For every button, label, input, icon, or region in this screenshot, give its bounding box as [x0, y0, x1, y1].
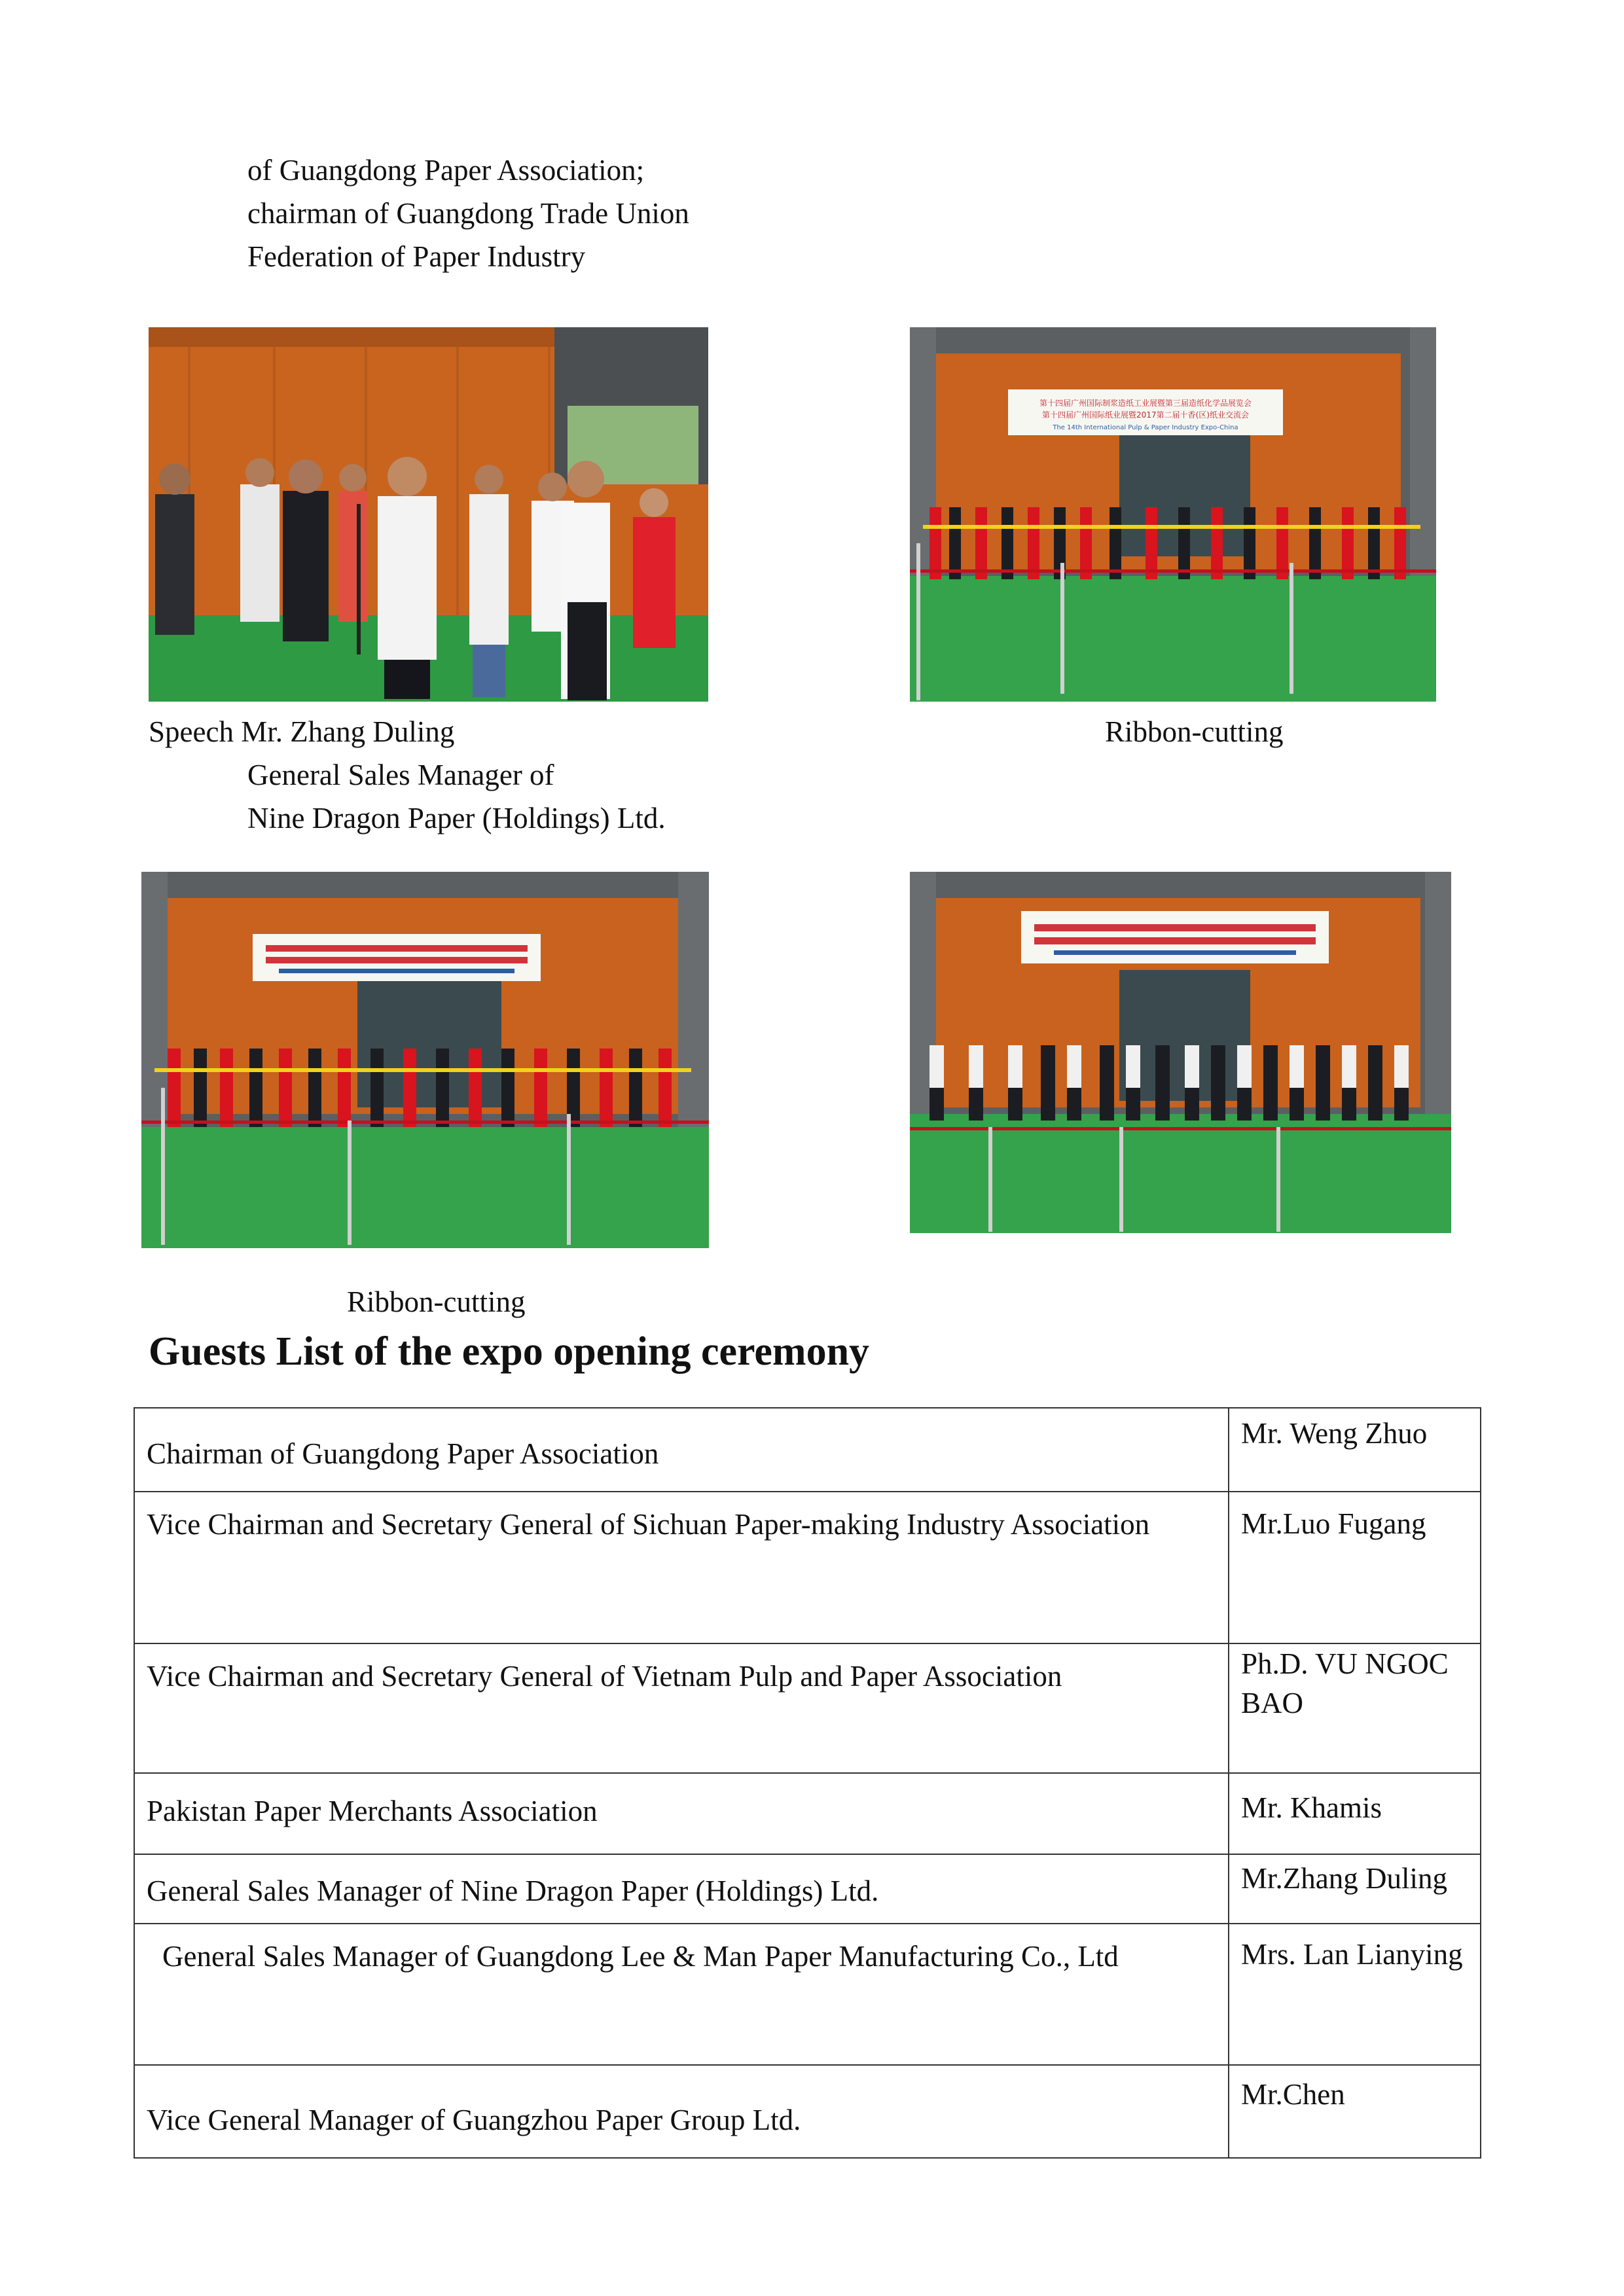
ribbon-cutting-photo-2 [141, 872, 709, 1248]
guest-name: Mr.Chen [1229, 2065, 1481, 2158]
banner-chinese-2: 第十四届广州国际纸业展暨2017第二届十香(区)纸业交流会 [1042, 410, 1249, 420]
guests-list-title: Guests List of the expo opening ceremony [149, 1329, 870, 1374]
ribbon-caption-bottom: Ribbon-cutting [347, 1285, 526, 1318]
ribbon-cutting-photo-1 [910, 327, 1436, 702]
guest-name: Mr. Khamis [1229, 1773, 1481, 1854]
guest-name: Mr.Zhang Duling [1229, 1854, 1481, 1924]
guest-name: Ph.D. VU NGOC BAO [1229, 1643, 1481, 1773]
table-row [134, 1854, 1481, 1924]
table-row [134, 1492, 1481, 1643]
guest-name: Mr.Luo Fugang [1229, 1492, 1481, 1643]
intro-line-1: of Guangdong Paper Association; [247, 154, 645, 187]
banner-english: The 14th International Pulp & Paper Industry Expo-China [1053, 424, 1238, 431]
ribbon-caption-right: Ribbon-cutting [1105, 715, 1284, 748]
guest-organization: Vice General Manager of Guangzhou Paper Group Ltd. [134, 2065, 1229, 2158]
guest-organization: Vice Chairman and Secretary General of Vietnam Pulp and Paper Association [134, 1643, 1229, 1773]
table-row [134, 1643, 1481, 1773]
guest-name: Mr. Weng Zhuo [1229, 1408, 1481, 1492]
guest-organization: Chairman of Guangdong Paper Association [134, 1408, 1229, 1492]
table-row [134, 1924, 1481, 2065]
table-row [134, 1408, 1481, 1492]
speech-caption-company: Nine Dragon Paper (Holdings) Ltd. [247, 802, 666, 834]
guests-table [134, 1407, 1481, 2159]
guest-organization: Vice Chairman and Secretary General of Sichuan Paper-making Industry Association [134, 1492, 1229, 1643]
speech-caption-title: General Sales Manager of [247, 759, 554, 791]
intro-line-3: Federation of Paper Industry [247, 240, 586, 273]
guest-organization: General Sales Manager of Nine Dragon Paper (Holdings) Ltd. [134, 1854, 1229, 1924]
speech-photo [149, 327, 708, 702]
table-row [134, 1773, 1481, 1854]
intro-line-2: chairman of Guangdong Trade Union [247, 197, 689, 230]
banner-chinese-1: 第十四届广州国际制浆造纸工业展暨第三届造纸化学品展览会 [1039, 399, 1252, 408]
speech-caption: Speech Mr. Zhang Duling [149, 715, 455, 748]
guest-organization: General Sales Manager of Guangdong Lee & Man Paper Manufacturing Co., Ltd [134, 1924, 1229, 2065]
ribbon-cutting-photo-3 [910, 872, 1451, 1233]
table-row [134, 2065, 1481, 2158]
guest-name: Mrs. Lan Lianying [1229, 1924, 1481, 2065]
guest-organization: Pakistan Paper Merchants Association [134, 1773, 1229, 1854]
